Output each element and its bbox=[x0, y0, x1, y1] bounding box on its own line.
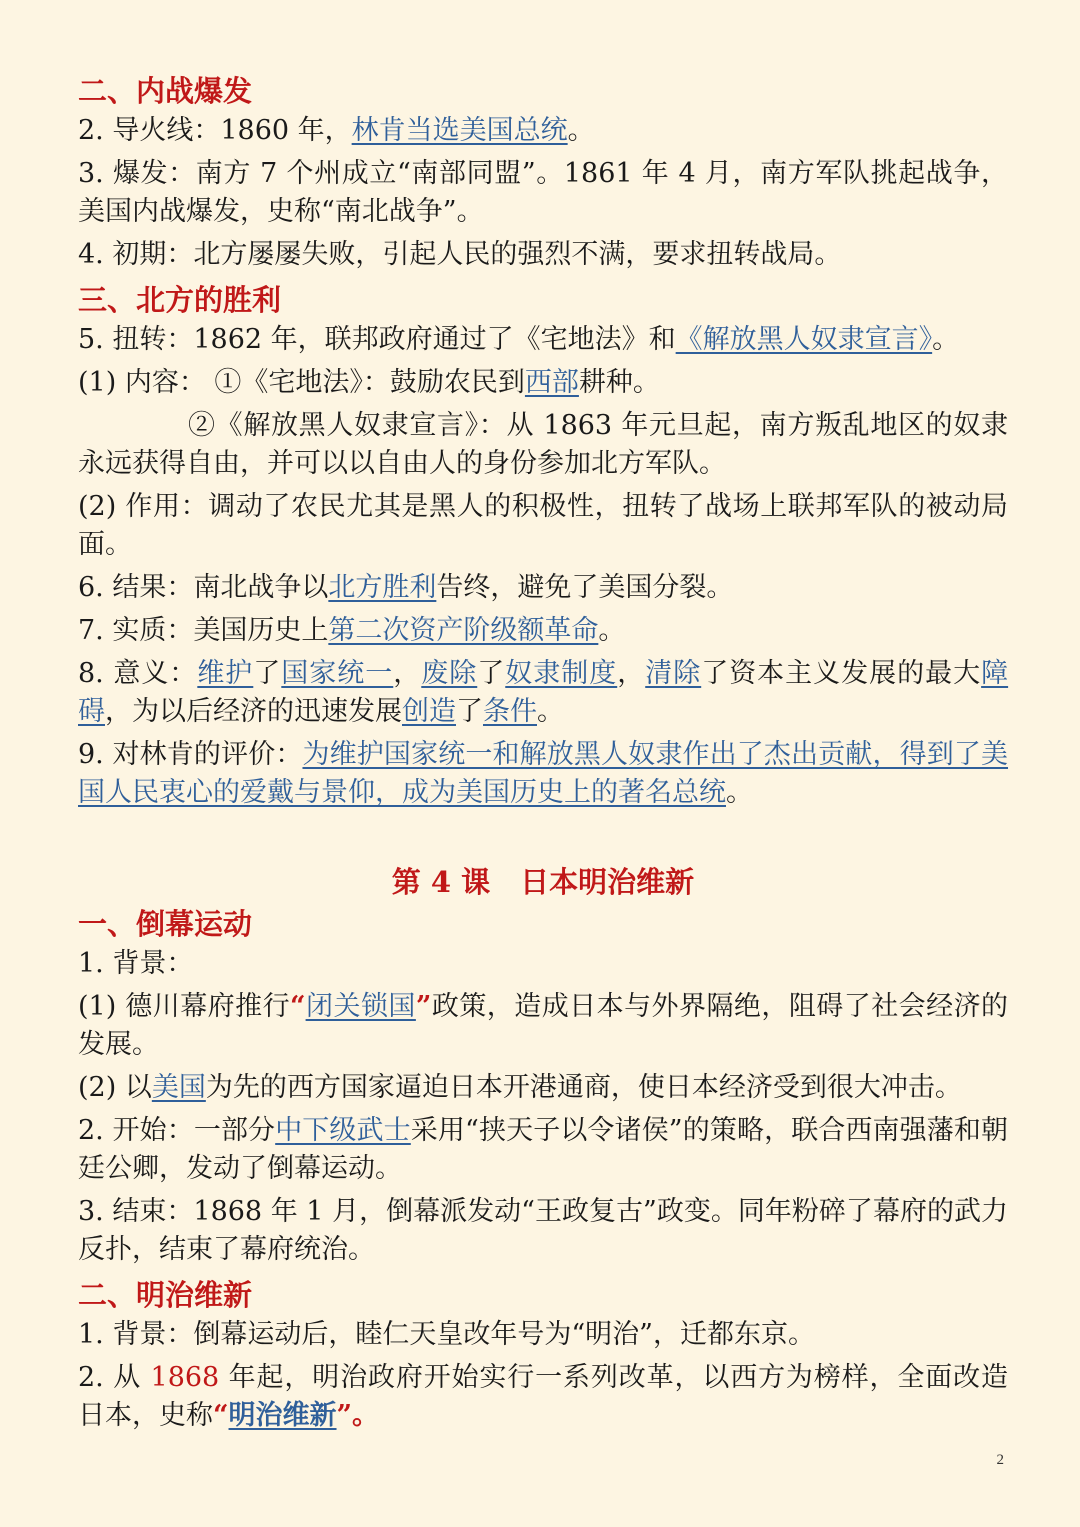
text: 采用“挟天子以令诸侯”的策略，联合西南强藩和朝廷公卿，发动了倒幕运动。 bbox=[78, 1115, 1009, 1184]
text: 了资本主义发展的最大 bbox=[701, 658, 982, 689]
text: 。 bbox=[932, 324, 960, 355]
text: 政策，造成日本与外界隔绝，阻碍了社会经济的发展。 bbox=[78, 991, 1009, 1060]
text: 2. 导火线：1860 年， bbox=[78, 115, 352, 146]
keyword: 西部 bbox=[524, 367, 579, 398]
paragraph-fuse bbox=[78, 112, 1008, 150]
text: 了 bbox=[456, 696, 483, 727]
keyword: 第二次资产阶级额革命 bbox=[328, 615, 599, 646]
keyword: 障碍 bbox=[78, 658, 1009, 727]
text: 耕种。 bbox=[578, 367, 660, 398]
keyword: 闭关锁国 bbox=[305, 991, 416, 1022]
paragraph-effect: (2) 作用：调动了农民尤其是黑人的积极性，扭转了战场上联邦军队的被动局面。 bbox=[78, 491, 1008, 560]
text: (2) 以 bbox=[78, 1072, 152, 1103]
paragraph-lincoln-evaluation bbox=[78, 736, 1008, 812]
text: 7. 实质：美国历史上 bbox=[78, 615, 329, 646]
spacer bbox=[78, 817, 1008, 861]
section-heading-meiji-restoration: 二、明治维新 bbox=[78, 1278, 253, 1312]
paragraph-background: 1. 背景： bbox=[78, 948, 194, 979]
quote-mark: ”。 bbox=[336, 1400, 380, 1431]
lesson-number: 第 4 课 bbox=[391, 865, 491, 899]
paragraph-result bbox=[78, 569, 1008, 607]
text: 5. 扭转：1862 年，联邦政府通过了《宅地法》和 bbox=[78, 324, 676, 355]
quote-mark: ” bbox=[415, 991, 432, 1022]
text: 8. 意义： bbox=[78, 658, 198, 689]
text: 为先的西方国家逼迫日本开港通商，使日本经济受到很大冲击。 bbox=[205, 1072, 962, 1103]
text: ，为以后经济的迅速发展 bbox=[105, 696, 402, 727]
section-heading-civil-war-outbreak: 二、内战爆发 bbox=[78, 74, 253, 108]
keyword: 北方胜利 bbox=[328, 572, 437, 603]
paragraph-meiji-reform bbox=[78, 1359, 1008, 1435]
text: 。 bbox=[537, 696, 564, 727]
paragraph-start bbox=[78, 1112, 1008, 1188]
quote-mark: “ bbox=[213, 1400, 229, 1431]
text: (1) 德川幕府推行 bbox=[78, 991, 291, 1022]
lesson-name: 日本明治维新 bbox=[520, 865, 695, 899]
keyword: 维护 bbox=[197, 658, 254, 689]
keyword: 条件 bbox=[483, 696, 537, 727]
keyword: 美国 bbox=[151, 1072, 206, 1103]
paragraph-background-1 bbox=[78, 988, 1008, 1064]
paragraph-outbreak: 3. 爆发：南方 7 个州成立“南部同盟”。1861 年 4 月，南方军队挑起战争，美国内战爆发，史称“南北战争”。 bbox=[78, 158, 1008, 227]
quote-mark: “ bbox=[290, 991, 306, 1022]
text: 告终，避免了美国分裂。 bbox=[436, 572, 734, 603]
text: 。 bbox=[567, 115, 595, 146]
paragraph-content-1 bbox=[78, 364, 1008, 402]
year: 1868 bbox=[150, 1362, 220, 1393]
paragraph-meiji-background: 1. 背景：倒幕运动后，睦仁天皇改年号为“明治”，迁都东京。 bbox=[78, 1319, 815, 1350]
paragraph-essence bbox=[78, 612, 1008, 650]
keyword: 国家统一 bbox=[281, 658, 394, 689]
section-heading-shogunate-overthrow: 一、倒幕运动 bbox=[78, 907, 253, 941]
paragraph-significance bbox=[78, 655, 1008, 731]
paragraph-content-2: ②《解放黑人奴隶宣言》：从 1863 年元旦起，南方叛乱地区的奴隶永远获得自由，并可以以自由人的身份参加北方军队。 bbox=[78, 410, 1008, 479]
text: (1) 内容： ①《宅地法》：鼓励农民到 bbox=[78, 367, 525, 398]
text: ， bbox=[393, 658, 422, 689]
text: 。 bbox=[598, 615, 626, 646]
paragraph-early-stage: 4. 初期：北方屡屡失败，引起人民的强烈不满，要求扭转战局。 bbox=[78, 239, 842, 270]
keyword: 为维护国家统一和解放黑人奴隶作出了杰出贡献，得到了美国人民衷心的爱戴与景仰，成为美国历史上的著名总统 bbox=[78, 739, 1009, 808]
text: 2. 从 bbox=[78, 1362, 151, 1393]
paragraph-turning-point bbox=[78, 321, 1008, 359]
text: 了 bbox=[253, 658, 282, 689]
lesson-title bbox=[78, 861, 1008, 903]
page-number: 2 bbox=[996, 1452, 1004, 1468]
section-heading-north-victory: 三、北方的胜利 bbox=[78, 283, 282, 317]
text: ， bbox=[617, 658, 646, 689]
keyword: 中下级武士 bbox=[275, 1115, 411, 1146]
keyword: 废除 bbox=[421, 658, 478, 689]
text: 。 bbox=[726, 777, 753, 808]
text: 2. 开始：一部分 bbox=[78, 1115, 276, 1146]
keyword: 清除 bbox=[645, 658, 702, 689]
document-body bbox=[78, 70, 1008, 1440]
text: 年起，明治政府开始实行一系列改革，以西方为榜样，全面改造日本，史称 bbox=[78, 1362, 1008, 1431]
paragraph-background-2 bbox=[78, 1069, 1008, 1107]
text: 6. 结果：南北战争以 bbox=[78, 572, 329, 603]
keyword: 创造 bbox=[402, 696, 456, 727]
keyword: 《解放黑人奴隶宣言》 bbox=[675, 324, 933, 355]
keyword: 林肯当选美国总统 bbox=[351, 115, 568, 146]
text: 9. 对林肯的评价： bbox=[78, 739, 303, 770]
paragraph-end: 3. 结束：1868 年 1 月，倒幕派发动“王政复古”政变。同年粉碎了幕府的武力反扑，结束了幕府统治。 bbox=[78, 1196, 1008, 1265]
keyword: 明治维新 bbox=[228, 1400, 337, 1431]
keyword: 奴隶制度 bbox=[505, 658, 618, 689]
text: 了 bbox=[477, 658, 506, 689]
